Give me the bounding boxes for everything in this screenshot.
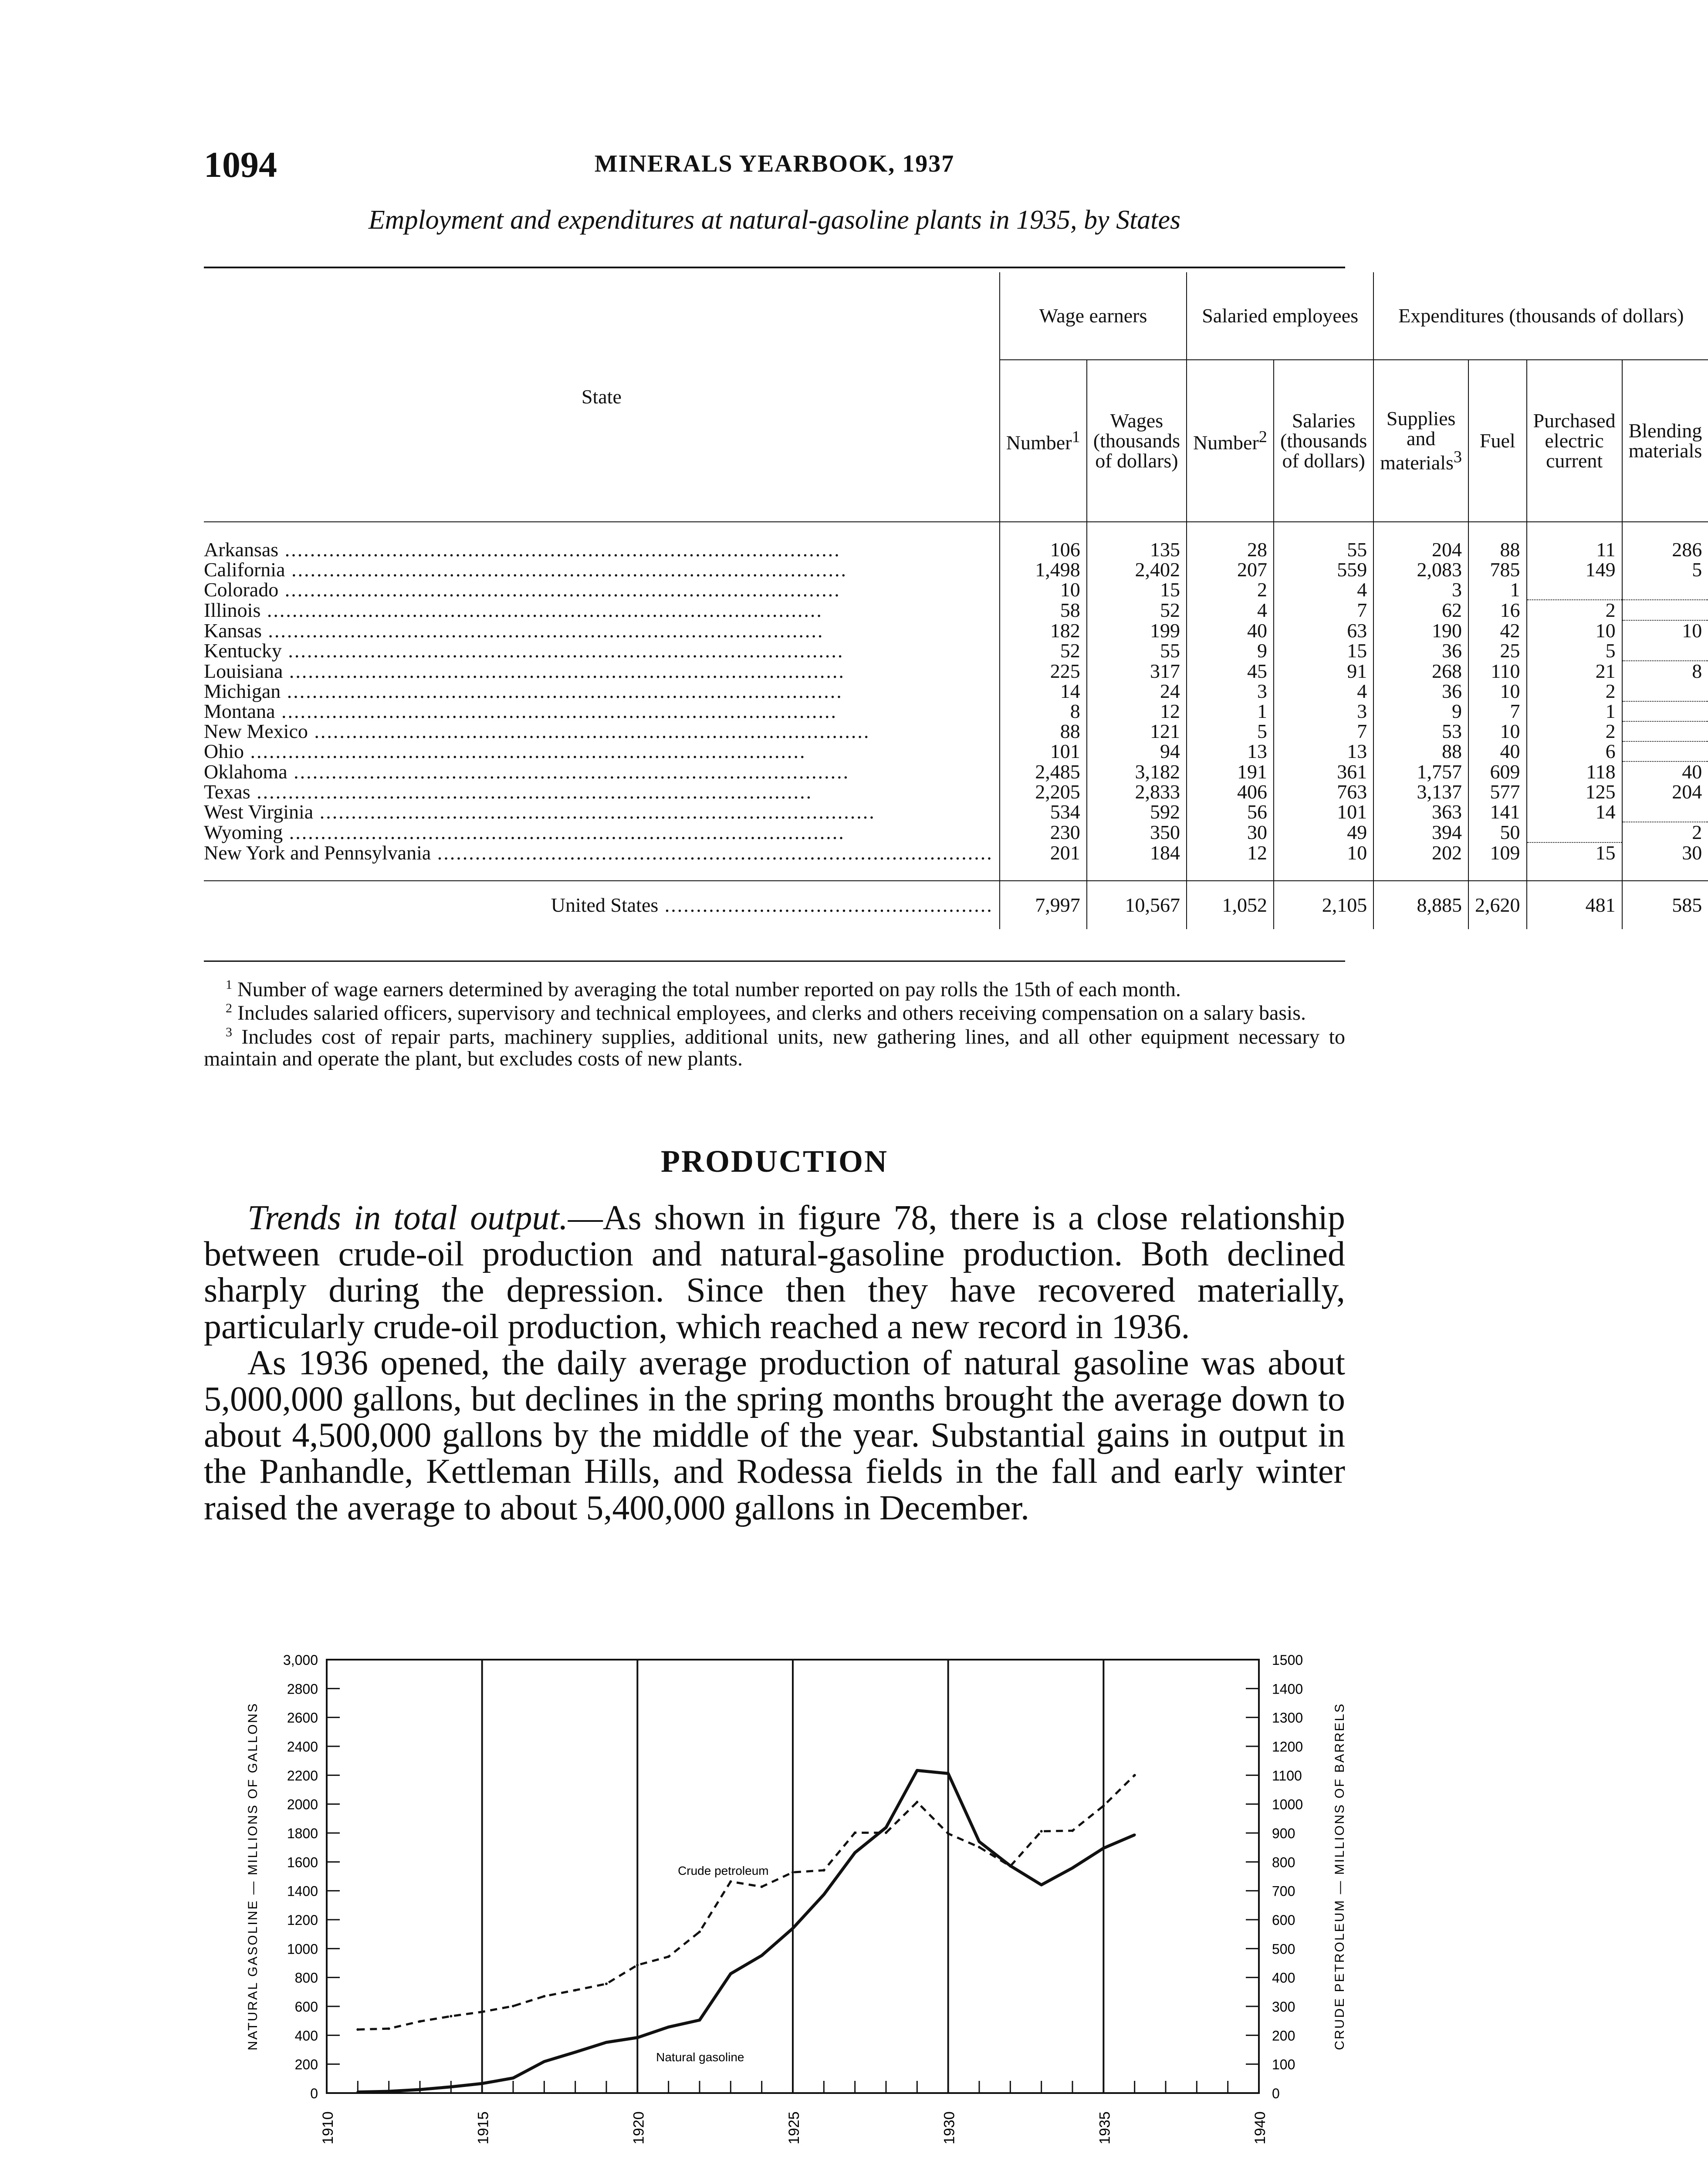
state-name: Michigan ..... [204, 681, 1000, 701]
crude-petroleum-point [574, 1989, 577, 1992]
left-tick-label: 1000 [287, 1941, 318, 1957]
y-axis-label-right: CRUDE PETROLEUM — MILLIONS OF BARRELS [1333, 1702, 1347, 2050]
state-name: New Mexico ..... [204, 721, 1000, 741]
table-cell: 14 [1000, 681, 1087, 701]
right-tick-label: 500 [1272, 1941, 1295, 1957]
crude-petroleum-point [1102, 1805, 1105, 1807]
total-cell: 481 [1527, 881, 1622, 929]
paragraph-lead: Trends in total output. [247, 1199, 568, 1237]
table-cell: 12 [1187, 842, 1274, 863]
state-name: Illinois ..... [204, 600, 1000, 620]
right-tick-label: 200 [1272, 2028, 1295, 2044]
state-name: California ..... [204, 560, 1000, 580]
table-cell: 9 [1373, 701, 1468, 721]
table-cell: 559 [1274, 560, 1373, 580]
left-tick-label: 400 [294, 2028, 318, 2044]
natural-gasoline-point [1133, 1833, 1136, 1836]
total-cell: 2,620 [1468, 881, 1527, 929]
x-tick-label: 1920 [630, 2111, 647, 2144]
table-cell: 7 [1274, 600, 1373, 620]
right-tick-label: 1400 [1272, 1681, 1303, 1697]
total-cell: 8,885 [1373, 881, 1468, 929]
table-cell: 30 [1622, 842, 1708, 863]
right-tick-label: 400 [1272, 1970, 1295, 1986]
table-cell: 201 [1000, 842, 1087, 863]
table-cell: 204 [1622, 782, 1708, 802]
crude-petroleum-line [358, 1775, 1134, 2029]
crude-petroleum-point [1133, 1774, 1136, 1776]
table-cell: 2 [1187, 580, 1274, 600]
table-cell: 268 [1373, 661, 1468, 681]
left-tick-label: 3,000 [283, 1652, 318, 1668]
table-cell: 62 [1373, 600, 1468, 620]
table-row [204, 540, 1708, 560]
employment-table [204, 272, 1708, 929]
table-cell: 202 [1373, 842, 1468, 863]
table-cell: 2,083 [1373, 560, 1468, 580]
page-header [204, 144, 1345, 187]
right-tick-label: 900 [1272, 1826, 1295, 1841]
natural-gasoline-point [947, 1772, 950, 1775]
table-cell: 1 [1527, 701, 1622, 721]
x-tick-label: 1915 [475, 2111, 492, 2144]
table-cell: 9 [1187, 641, 1274, 661]
table-cell: 5 [1187, 721, 1274, 741]
state-name: Oklahoma ..... [204, 761, 1000, 782]
natural-gasoline-point [1102, 1847, 1105, 1850]
table-cell: 785 [1468, 560, 1527, 580]
group-header-expenditures: Expenditures (thousands of dollars) [1373, 272, 1708, 360]
table-cell [1622, 641, 1708, 661]
table-row [204, 560, 1708, 580]
table-cell: 230 [1000, 822, 1087, 842]
paragraph: Trends in total output.—As shown in figure 78, there is a close relationship between crude-oil production and natural-gasoline production. Both declined sharply during the depression. Since then they have recovered materially, particularly crude-oil production, which reached a new record in 1936. [204, 1199, 1345, 1346]
natural-gasoline-point [791, 1927, 794, 1930]
column-header: Wages (thousands of dollars) [1087, 360, 1187, 522]
crude-petroleum-point [729, 1880, 732, 1883]
crude-petroleum-point [419, 2020, 421, 2022]
table-cell: 110 [1468, 661, 1527, 681]
table-cell [1622, 681, 1708, 701]
natural-gasoline-point [667, 2026, 670, 2028]
right-tick-label: 0 [1272, 2086, 1280, 2101]
table-cell: 55 [1087, 641, 1187, 661]
crude-petroleum-point [1009, 1865, 1011, 1867]
crude-petroleum-point [543, 1995, 545, 1998]
natural-gasoline-point [885, 1826, 887, 1829]
table-cell: 5 [1622, 560, 1708, 580]
table-cell [1622, 600, 1708, 620]
table-cell: 25 [1468, 641, 1527, 661]
natural-gasoline-point [978, 1840, 981, 1843]
natural-gasoline-point [450, 2086, 452, 2088]
crude-petroleum-point [822, 1869, 825, 1872]
body-text [204, 1200, 1345, 1526]
state-name: Colorado ..... [204, 580, 1000, 600]
table-cell: 28 [1187, 540, 1274, 560]
column-header: Blending materials [1622, 360, 1708, 522]
table-cell: 149 [1527, 560, 1622, 580]
column-header: Salaries (thousands of dollars) [1274, 360, 1373, 522]
table-bottom-rule [204, 960, 1345, 962]
crude-petroleum-point [698, 1931, 701, 1933]
table-cell: 109 [1468, 842, 1527, 863]
natural-gasoline-point [761, 1954, 763, 1957]
page-number: 1094 [204, 145, 277, 185]
table-cell: 13 [1274, 741, 1373, 761]
table-cell: 2,402 [1087, 560, 1187, 580]
table-cell: 50 [1468, 822, 1527, 842]
table-cell: 53 [1373, 721, 1468, 741]
state-name: New York and Pennsylvania ..... [204, 842, 1000, 863]
table-cell: 1,757 [1373, 761, 1468, 782]
left-tick-label: 800 [294, 1970, 318, 1986]
left-tick-label: 2400 [287, 1739, 318, 1755]
table-cell: 1 [1468, 580, 1527, 600]
table-cell: 8 [1622, 661, 1708, 681]
crude-petroleum-point [512, 2005, 514, 2007]
table-cell: 592 [1087, 802, 1187, 822]
table-cell: 14 [1527, 802, 1622, 822]
right-tick-label: 1500 [1272, 1652, 1303, 1668]
natural-gasoline-point [356, 2091, 359, 2093]
table-cell: 3,182 [1087, 761, 1187, 782]
crude-petroleum-point [450, 2015, 452, 2018]
natural-gasoline-point [636, 2036, 639, 2039]
crude-petroleum-point [1040, 1830, 1043, 1833]
table-cell: 55 [1274, 540, 1373, 560]
table-body [204, 540, 1708, 863]
table-cell: 101 [1000, 741, 1087, 761]
table-cell: 88 [1373, 741, 1468, 761]
table-cell: 7 [1468, 701, 1527, 721]
right-tick-label: 600 [1272, 1912, 1295, 1928]
table-row [204, 600, 1708, 620]
paragraph: As 1936 opened, the daily average production of natural gasoline was about 5,000,000 gallons, but declines in the spring months brought the average down to about 4,500,000 gallons by the middle of the year. Substantial gains in output in the Panhandle, Kettleman Hills, and Rodessa fields in the fall and early winter raised the average to about 5,400,000 gallons in December. [204, 1343, 1345, 1527]
left-tick-label: 0 [310, 2086, 318, 2101]
table-cell: 363 [1373, 802, 1468, 822]
table-cell: 10 [1622, 620, 1708, 641]
table-cell: 2,205 [1000, 782, 1087, 802]
table-cell: 36 [1373, 641, 1468, 661]
table-cell: 317 [1087, 661, 1187, 681]
table-cell: 49 [1274, 822, 1373, 842]
table-cell: 609 [1468, 761, 1527, 782]
table-cell: 3,137 [1373, 782, 1468, 802]
natural-gasoline-point [574, 2051, 577, 2053]
x-tick-label: 1925 [786, 2111, 802, 2144]
table-cell: 24 [1087, 681, 1187, 701]
right-tick-label: 800 [1272, 1854, 1295, 1870]
footnote: $^1$ Number of wage earners determined by averaging the total number reported on pay rolls the 15th of each month. [226, 977, 1181, 1001]
natural-gasoline-point [916, 1769, 918, 1772]
column-header: Fuel [1468, 360, 1527, 522]
table-cell: 4 [1274, 681, 1373, 701]
table-cell: 225 [1000, 661, 1087, 681]
stub-header: State [581, 386, 622, 408]
crude-petroleum-point [388, 2027, 390, 2030]
table-cell: 577 [1468, 782, 1527, 802]
table-row [204, 641, 1708, 661]
left-tick-label: 1400 [287, 1883, 318, 1899]
table-cell: 2 [1527, 721, 1622, 741]
left-tick-label: 600 [294, 1999, 318, 2015]
table-cell: 207 [1187, 560, 1274, 580]
table-cell: 88 [1468, 540, 1527, 560]
table-cell [1527, 580, 1622, 600]
right-tick-label: 1200 [1272, 1739, 1303, 1755]
state-name: West Virginia ..... [204, 802, 1000, 822]
left-tick-label: 2200 [287, 1768, 318, 1784]
table-cell: 118 [1527, 761, 1622, 782]
state-name: Wyoming ..... [204, 822, 1000, 842]
column-header: Supplies and materials$^3$ [1373, 360, 1468, 522]
table-cell: 6 [1527, 741, 1622, 761]
left-tick-label: 2000 [287, 1796, 318, 1813]
state-name: Kansas ..... [204, 620, 1000, 641]
group-header-salaried: Salaried employees [1187, 272, 1373, 360]
table-cell: 10 [1000, 580, 1087, 600]
column-header: Number$^1$ [1000, 360, 1087, 522]
natural-gasoline-point [388, 2090, 390, 2093]
natural-gasoline-annotation: Natural gasoline [656, 2050, 744, 2064]
left-tick-label: 1800 [287, 1826, 318, 1841]
table-row [204, 661, 1708, 681]
table-cell: 56 [1187, 802, 1274, 822]
crude-petroleum-point [356, 2028, 359, 2031]
total-cell: 1,052 [1187, 881, 1274, 929]
state-name: Arkansas ..... [204, 540, 1000, 560]
table-cell: 204 [1373, 540, 1468, 560]
crude-petroleum-point [854, 1831, 856, 1834]
section-heading: PRODUCTION [660, 1144, 888, 1179]
right-tick-label: 300 [1272, 1999, 1295, 2015]
total-cell: 585 [1622, 881, 1708, 929]
table-cell: 534 [1000, 802, 1087, 822]
table-cell: 1 [1187, 701, 1274, 721]
table-cell: 21 [1527, 661, 1622, 681]
x-tick-label: 1935 [1096, 2111, 1113, 2144]
table-cell: 394 [1373, 822, 1468, 842]
table-cell: 1,498 [1000, 560, 1087, 580]
table-cell: 101 [1274, 802, 1373, 822]
production-chart [235, 1651, 1368, 2178]
table-cell: 5 [1527, 641, 1622, 661]
right-tick-label: 1000 [1272, 1796, 1303, 1813]
crude-petroleum-annotation: Crude petroleum [678, 1864, 769, 1878]
table-cell: 11 [1527, 540, 1622, 560]
y-axis-label-left: NATURAL GASOLINE — MILLIONS OF GALLONS [246, 1702, 260, 2051]
table-cell [1622, 701, 1708, 721]
x-tick-label: 1940 [1252, 2111, 1268, 2144]
table-cell: 36 [1373, 681, 1468, 701]
column-header: Number$^2$ [1187, 360, 1274, 522]
table-cell: 10 [1468, 681, 1527, 701]
table-cell: 45 [1187, 661, 1274, 681]
natural-gasoline-point [822, 1893, 825, 1896]
natural-gasoline-line [358, 1770, 1134, 2092]
natural-gasoline-point [854, 1851, 856, 1854]
table-cell [1622, 721, 1708, 741]
table-row [204, 741, 1708, 761]
total-row [204, 881, 1708, 929]
table-cell: 13 [1187, 741, 1274, 761]
table-cell: 8 [1000, 701, 1087, 721]
x-tick-label: 1910 [320, 2111, 336, 2144]
crude-petroleum-point [791, 1871, 794, 1874]
table-cell: 15 [1527, 842, 1622, 863]
table-row [204, 802, 1708, 822]
table-cell: 3 [1373, 580, 1468, 600]
table-cell: 190 [1373, 620, 1468, 641]
table-cell: 141 [1468, 802, 1527, 822]
footnotes [204, 978, 1345, 1071]
state-name: Montana ..... [204, 701, 1000, 721]
left-tick-label: 2800 [287, 1681, 318, 1697]
table-cell: 406 [1187, 782, 1274, 802]
crude-petroleum-point [761, 1885, 763, 1888]
table-cell: 16 [1468, 600, 1527, 620]
table-cell: 3 [1274, 701, 1373, 721]
state-name: Texas ..... [204, 782, 1000, 802]
table-cell: 199 [1087, 620, 1187, 641]
natural-gasoline-point [543, 2060, 545, 2063]
table-cell: 2 [1527, 600, 1622, 620]
table-cell: 88 [1000, 721, 1087, 741]
table-cell: 94 [1087, 741, 1187, 761]
table-row [204, 620, 1708, 641]
state-name: Ohio ..... [204, 741, 1000, 761]
total-cell: 7,997 [1000, 881, 1087, 929]
table-cell [1622, 741, 1708, 761]
table-cell: 12 [1087, 701, 1187, 721]
table-cell: 40 [1187, 620, 1274, 641]
crude-petroleum-point [481, 2011, 484, 2013]
natural-gasoline-point [1071, 1867, 1074, 1869]
table-cell: 106 [1000, 540, 1087, 560]
crude-petroleum-point [1071, 1830, 1074, 1832]
table-cell: 91 [1274, 661, 1373, 681]
crude-petroleum-point [636, 1964, 639, 1966]
right-tick-label: 700 [1272, 1883, 1295, 1899]
total-cell: 10,567 [1087, 881, 1187, 929]
table-title: Employment and expenditures at natural-gasoline plants in 1935, by States [368, 205, 1181, 235]
table-cell: 10 [1274, 842, 1373, 863]
right-tick-label: 1100 [1272, 1768, 1302, 1784]
table-cell: 40 [1468, 741, 1527, 761]
table-row [204, 842, 1708, 863]
table-cell: 763 [1274, 782, 1373, 802]
table-cell: 52 [1087, 600, 1187, 620]
table-cell: 2 [1622, 822, 1708, 842]
table-cell: 121 [1087, 721, 1187, 741]
crude-petroleum-point [947, 1832, 950, 1835]
x-tick-label: 1930 [941, 2111, 958, 2144]
table-cell: 30 [1187, 822, 1274, 842]
total-row-label: United States ..... [204, 881, 1000, 929]
table-cell: 286 [1622, 540, 1708, 560]
right-tick-label: 100 [1272, 2056, 1295, 2073]
state-name: Louisiana ..... [204, 661, 1000, 681]
table-cell: 3 [1187, 681, 1274, 701]
table-cell [1622, 580, 1708, 600]
natural-gasoline-point [698, 2019, 701, 2022]
table-cell: 2,833 [1087, 782, 1187, 802]
state-name: Kentucky ..... [204, 641, 1000, 661]
table-cell: 40 [1622, 761, 1708, 782]
crude-petroleum-point [605, 1982, 608, 1985]
table-cell: 125 [1527, 782, 1622, 802]
table-row [204, 761, 1708, 782]
left-tick-label: 1600 [287, 1854, 318, 1870]
table-row [204, 681, 1708, 701]
table-cell [1527, 822, 1622, 842]
table-cell: 2 [1527, 681, 1622, 701]
table-cell: 15 [1087, 580, 1187, 600]
left-tick-label: 1200 [287, 1912, 318, 1928]
table-cell: 4 [1274, 580, 1373, 600]
table-row [204, 822, 1708, 842]
figure-78 [235, 1651, 1368, 2178]
table-cell: 58 [1000, 600, 1087, 620]
table-cell [1622, 802, 1708, 822]
running-title: MINERALS YEARBOOK, 1937 [594, 150, 955, 177]
table-top-rule [204, 267, 1345, 268]
footnote: $^3$ Includes cost of repair parts, machinery supplies, additional units, new gathering lines, and all other equipment necessary to maintain and operate the plant, but excludes costs of new plants. [204, 1025, 1346, 1071]
table-cell: 2,485 [1000, 761, 1087, 782]
table-cell: 15 [1274, 641, 1373, 661]
crude-petroleum-point [916, 1801, 918, 1803]
crude-petroleum-point [978, 1846, 981, 1849]
table-cell: 182 [1000, 620, 1087, 641]
crude-petroleum-point [885, 1831, 887, 1834]
table-cell: 361 [1274, 761, 1373, 782]
natural-gasoline-point [1040, 1884, 1043, 1886]
table-cell: 135 [1087, 540, 1187, 560]
table-row [204, 580, 1708, 600]
natural-gasoline-point [605, 2041, 608, 2044]
group-header-wage-earners: Wage earners [1000, 272, 1187, 360]
table-cell: 63 [1274, 620, 1373, 641]
crude-petroleum-point [667, 1955, 670, 1958]
left-tick-label: 200 [294, 2056, 318, 2073]
table-row [204, 721, 1708, 741]
table-cell: 42 [1468, 620, 1527, 641]
table-cell: 10 [1468, 721, 1527, 741]
table-cell: 191 [1187, 761, 1274, 782]
natural-gasoline-point [729, 1972, 732, 1975]
column-header: Purchased electric current [1527, 360, 1622, 522]
table-row [204, 782, 1708, 802]
table-cell: 52 [1000, 641, 1087, 661]
header-rule-row [204, 522, 1708, 540]
table-cell: 350 [1087, 822, 1187, 842]
natural-gasoline-point [512, 2077, 514, 2080]
natural-gasoline-point [419, 2088, 421, 2091]
table-row [204, 701, 1708, 721]
table-spacer [204, 863, 1708, 881]
footnote: $^2$ Includes salaried officers, supervisory and technical employees, and clerks and others receiving compensation on a salary basis. [226, 1001, 1306, 1025]
table-cell: 184 [1087, 842, 1187, 863]
total-cell: 2,105 [1274, 881, 1373, 929]
right-tick-label: 1300 [1272, 1710, 1303, 1726]
table-cell: 10 [1527, 620, 1622, 641]
natural-gasoline-point [481, 2082, 484, 2085]
table-cell: 4 [1187, 600, 1274, 620]
table-cell: 7 [1274, 721, 1373, 741]
left-tick-label: 2600 [287, 1710, 318, 1726]
